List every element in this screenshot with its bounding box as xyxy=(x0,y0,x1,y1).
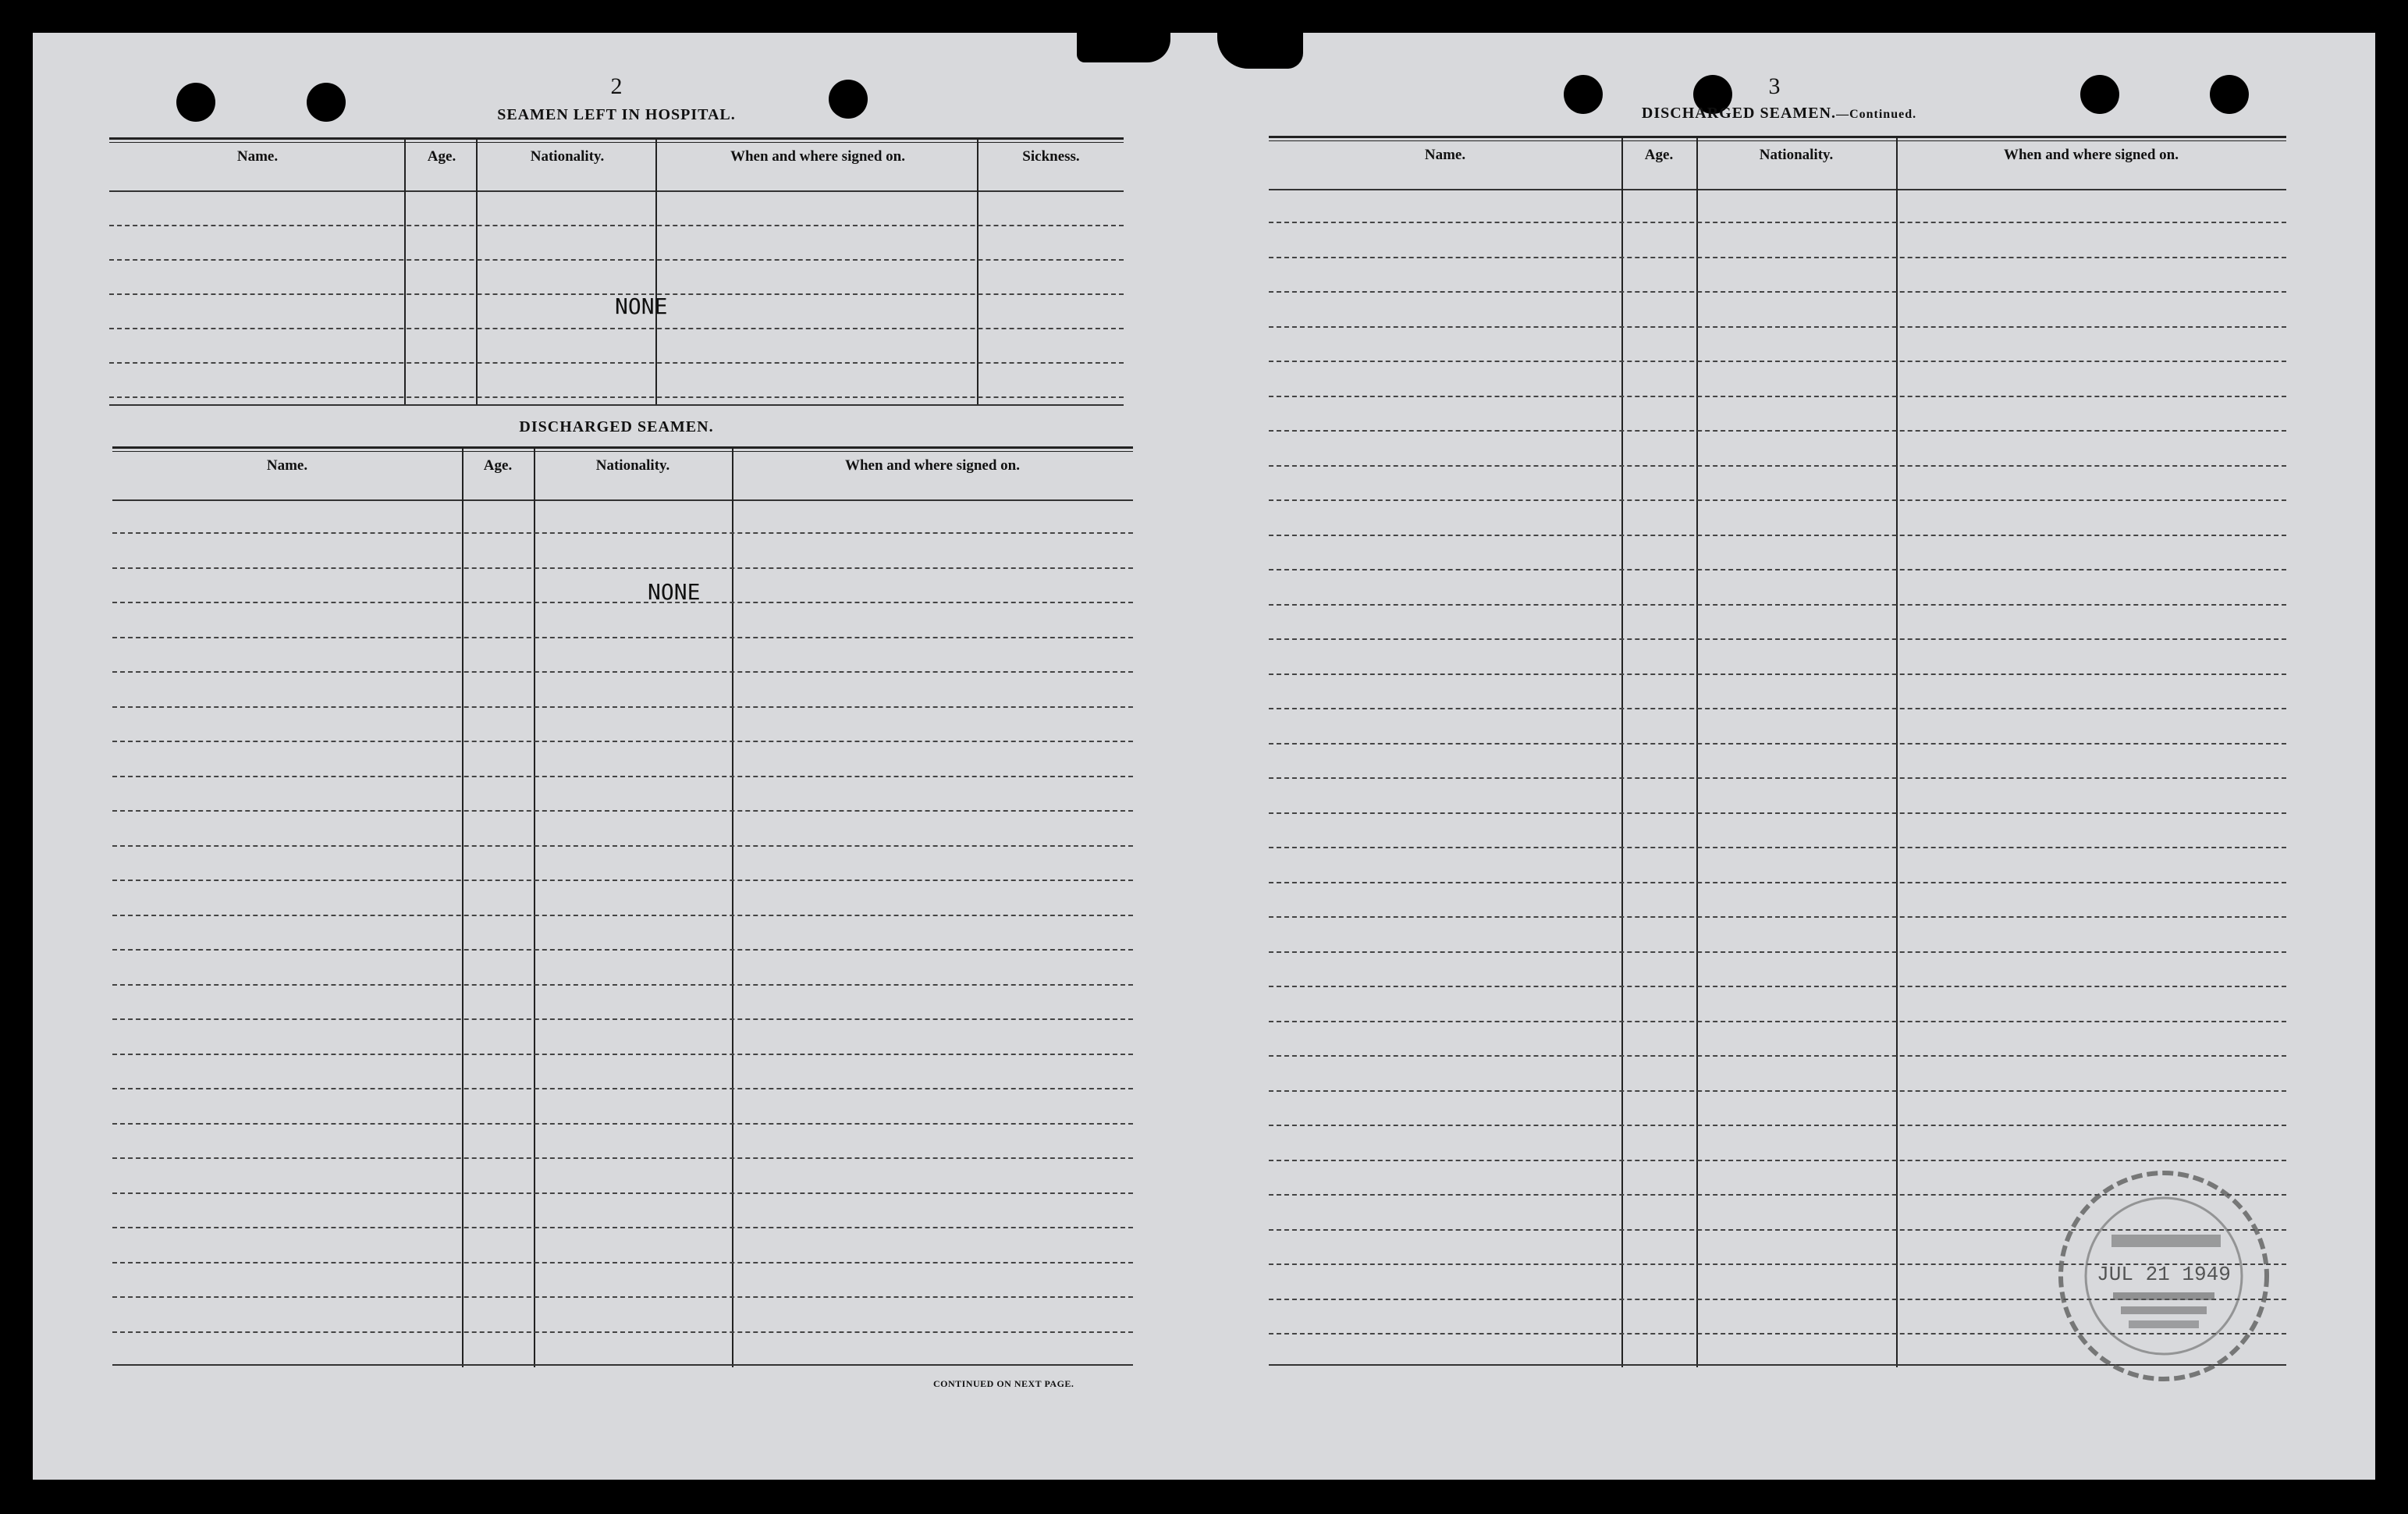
punch-hole xyxy=(307,83,346,122)
ruled-row-line xyxy=(112,1262,1133,1263)
ruled-row-line xyxy=(112,1123,1133,1125)
torn-edge xyxy=(1077,31,1170,62)
ruled-row-line xyxy=(112,532,1133,534)
col-header-nationality: Nationality. xyxy=(595,457,670,474)
section-title-hospital: SEAMEN LEFT IN HOSPITAL. xyxy=(497,106,736,123)
ruled-row-line xyxy=(1269,499,2286,501)
ruled-row-line xyxy=(112,637,1133,638)
ruled-row-line xyxy=(112,880,1133,881)
ruled-row-line xyxy=(1269,1160,2286,1161)
ruled-row-line xyxy=(112,915,1133,916)
ruled-row-line xyxy=(112,706,1133,708)
seal-date: JUL 21 1949 xyxy=(2097,1263,2231,1286)
page-number-left: 2 xyxy=(610,73,623,99)
ruled-row-line xyxy=(1269,882,2286,883)
ruled-row-line xyxy=(1269,951,2286,953)
ruled-row-line xyxy=(112,776,1133,777)
ruled-row-line xyxy=(1269,1055,2286,1057)
ruled-row-line xyxy=(1269,396,2286,397)
torn-edge xyxy=(1217,31,1303,69)
col-header-nationality: Nationality. xyxy=(1759,147,1834,163)
col-header-age: Age. xyxy=(427,148,456,165)
ruled-row-line xyxy=(112,984,1133,986)
section-title-main: DISCHARGED SEAMEN. xyxy=(1641,105,1837,122)
ruled-row-line xyxy=(112,671,1133,673)
ruled-row-line xyxy=(112,810,1133,812)
col-header-sickness: Sickness. xyxy=(1022,148,1080,165)
ruled-row-line xyxy=(1269,604,2286,606)
date-seal xyxy=(2051,1163,2277,1389)
col-header-age: Age. xyxy=(483,457,513,474)
punch-hole xyxy=(2080,75,2119,114)
ruled-row-line xyxy=(1269,777,2286,779)
col-header-name: Name. xyxy=(236,148,279,165)
ruled-row-line xyxy=(112,1157,1133,1159)
ruled-row-line xyxy=(112,1054,1133,1055)
punch-hole xyxy=(2210,75,2249,114)
ruled-row-line xyxy=(1269,257,2286,258)
col-header-signed-on: When and where signed on. xyxy=(844,457,1020,474)
ruled-row-line xyxy=(1269,535,2286,536)
ruled-row-line xyxy=(112,567,1133,569)
ruled-row-line xyxy=(1269,916,2286,918)
ruled-row-line xyxy=(112,741,1133,742)
none-stamp-hospital: NONE xyxy=(615,293,668,319)
ruled-row-line xyxy=(1269,465,2286,467)
punch-hole xyxy=(176,83,215,122)
punch-hole xyxy=(829,80,868,119)
ruled-row-line xyxy=(1269,812,2286,814)
ruled-row-line xyxy=(1269,326,2286,328)
ruled-row-line xyxy=(112,1088,1133,1089)
ruled-row-line xyxy=(1269,986,2286,987)
ruled-row-line xyxy=(1269,673,2286,675)
ruled-row-line xyxy=(112,602,1133,603)
ruled-row-line xyxy=(1269,1125,2286,1126)
ruled-row-line xyxy=(112,1018,1133,1020)
section-title-discharged: DISCHARGED SEAMEN. xyxy=(519,418,714,435)
hospital-table xyxy=(109,137,1124,406)
ruled-row-line xyxy=(112,1192,1133,1194)
section-title-discharged-continued xyxy=(1576,105,1982,123)
ruled-row-line xyxy=(1269,430,2286,432)
ruled-row-line xyxy=(1269,708,2286,709)
ruled-row-line xyxy=(1269,291,2286,293)
col-header-signed-on: When and where signed on. xyxy=(730,148,905,165)
ruled-row-line xyxy=(1269,743,2286,745)
ruled-row-line xyxy=(112,845,1133,847)
page-number-right: 3 xyxy=(1768,73,1781,99)
ruled-row-line xyxy=(1269,638,2286,640)
ruled-row-line xyxy=(1269,1021,2286,1022)
ruled-row-line xyxy=(1269,222,2286,223)
col-header-nationality: Nationality. xyxy=(530,148,605,165)
col-header-name: Name. xyxy=(1424,147,1466,163)
discharged-table-left xyxy=(112,446,1133,1367)
ruled-row-line xyxy=(1269,569,2286,570)
col-header-signed-on: When and where signed on. xyxy=(2003,147,2179,163)
section-title-suffix: —Continued. xyxy=(1836,108,1917,121)
col-header-age: Age. xyxy=(1644,147,1674,163)
ruled-row-line xyxy=(112,1296,1133,1298)
ruled-row-line xyxy=(1269,1090,2286,1092)
col-header-name: Name. xyxy=(266,457,308,474)
continued-footer: CONTINUED ON NEXT PAGE. xyxy=(933,1378,1074,1389)
ruled-row-line xyxy=(112,1331,1133,1333)
ruled-row-line xyxy=(112,949,1133,951)
ruled-row-line xyxy=(112,1227,1133,1228)
none-stamp-discharged: NONE xyxy=(648,579,701,605)
ruled-row-line xyxy=(1269,361,2286,362)
ruled-row-line xyxy=(1269,847,2286,848)
